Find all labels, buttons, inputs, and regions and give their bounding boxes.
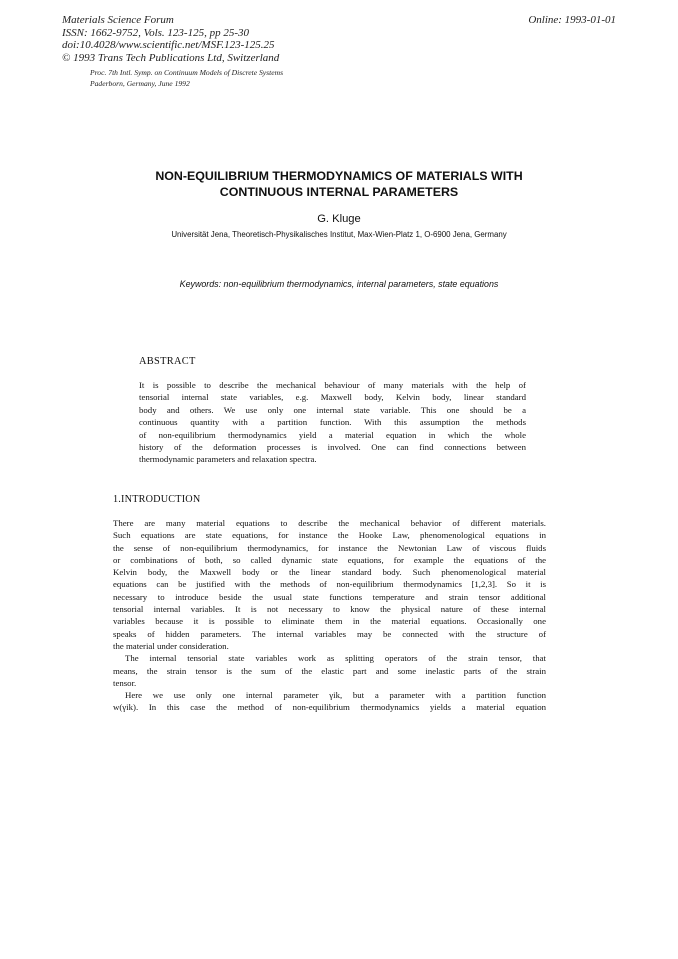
abstract-line: continuous quantity with a partition function. With this assumption the methods (139, 417, 526, 428)
online-date: Online: 1993-01-01 (528, 14, 616, 26)
abstract-line: thermodynamic parameters and relaxation spectra. (139, 454, 317, 465)
abstract-line: tensorial internal state variables, e.g. Maxwell body, Kelvin body, linear standard (139, 392, 526, 403)
introduction-heading: 1.INTRODUCTION (113, 494, 201, 505)
body-line: Kelvin body, the Maxwell body or the linear standard body. Such phenomenological material (113, 567, 546, 578)
body-line: or combinations of both, so called dynamic state equations, for example the equations of the (113, 554, 546, 565)
abstract-line: of non-equilibrium thermodynamics yield a material equation in which the whole (139, 429, 526, 440)
author-affiliation: Universität Jena, Theoretisch-Physikalisches Institut, Max-Wien-Platz 1, O-6900 Jena, Germany (171, 230, 507, 239)
journal-issn: ISSN: 1662-9752, Vols. 123-125, pp 25-30 (62, 26, 249, 39)
body-line: variables because it is possible to eliminate them in the material equations. Occasionally one (113, 616, 546, 627)
body-line: The internal tensorial state variables work as splitting operators of the strain tensor, that (125, 653, 546, 664)
abstract-body (139, 379, 526, 466)
journal-name: Materials Science Forum (62, 14, 174, 26)
proceedings-place: Paderborn, Germany, June 1992 (90, 79, 190, 89)
body-line: Here we use only one internal parameter γik, but a parameter with a partition function (125, 690, 546, 701)
title-line: NON-EQUILIBRIUM THERMODYNAMICS OF MATERIALS WITH (155, 169, 523, 183)
title-line: CONTINUOUS INTERNAL PARAMETERS (219, 184, 459, 199)
abstract-line: history of the deformation processes is involved. One can find connections between (139, 442, 526, 453)
body-line: the material under consideration. (113, 640, 229, 651)
abstract-line: body and others. We use only one internal state variable. This one should be a (139, 404, 526, 415)
abstract-line: It is possible to describe the mechanical behaviour of many materials with the help of (139, 380, 526, 390)
proceedings-info (90, 67, 283, 89)
body-line: speaks of hidden parameters. The internal variables may be connected with the structure of (113, 628, 546, 639)
author-name: G. Kluge (317, 213, 361, 225)
paper-title (100, 169, 578, 200)
proceedings-name: Proc. 7th Intl. Symp. on Continuum Models of Discrete Systems (90, 68, 284, 77)
body-line: tensorial internal variables. It is not necessary to know the physical nature of these internal (113, 604, 546, 615)
body-line: equations can be justified with the methods of non-equilibrium thermodynamics [1,2,3]. So it is (113, 579, 546, 590)
body-line: Such equations are state equations, for instance the Hooke Law, phenomenological equations in (113, 530, 546, 541)
journal-info (62, 14, 482, 64)
body-line: necessary to introduce beside the usual state functions temperature and strain tensor additional (113, 591, 546, 602)
abstract-heading: ABSTRACT (139, 356, 196, 367)
body-line: There are many material equations to describe the mechanical behavior of different materials. (113, 518, 546, 528)
journal-doi: doi:10.4028/www.scientific.net/MSF.123-125.25 (62, 39, 275, 52)
introduction-body (113, 517, 546, 714)
body-line: w(γik). In this case the method of non-equilibrium thermodynamics yields a material equation (113, 702, 546, 713)
body-line: tensor. (113, 677, 137, 688)
body-line: the sense of non-equilibrium thermodynamics, for instance the Newtonian Law of viscous fluids (113, 542, 546, 553)
keywords: Keywords: non-equilibrium thermodynamics, internal parameters, state equations (179, 279, 499, 289)
body-line: means, the strain tensor is the sum of the elastic part and some inelastic parts of the strain (113, 665, 546, 676)
journal-copyright: © 1993 Trans Tech Publications Ltd, Switzerland (62, 51, 280, 64)
